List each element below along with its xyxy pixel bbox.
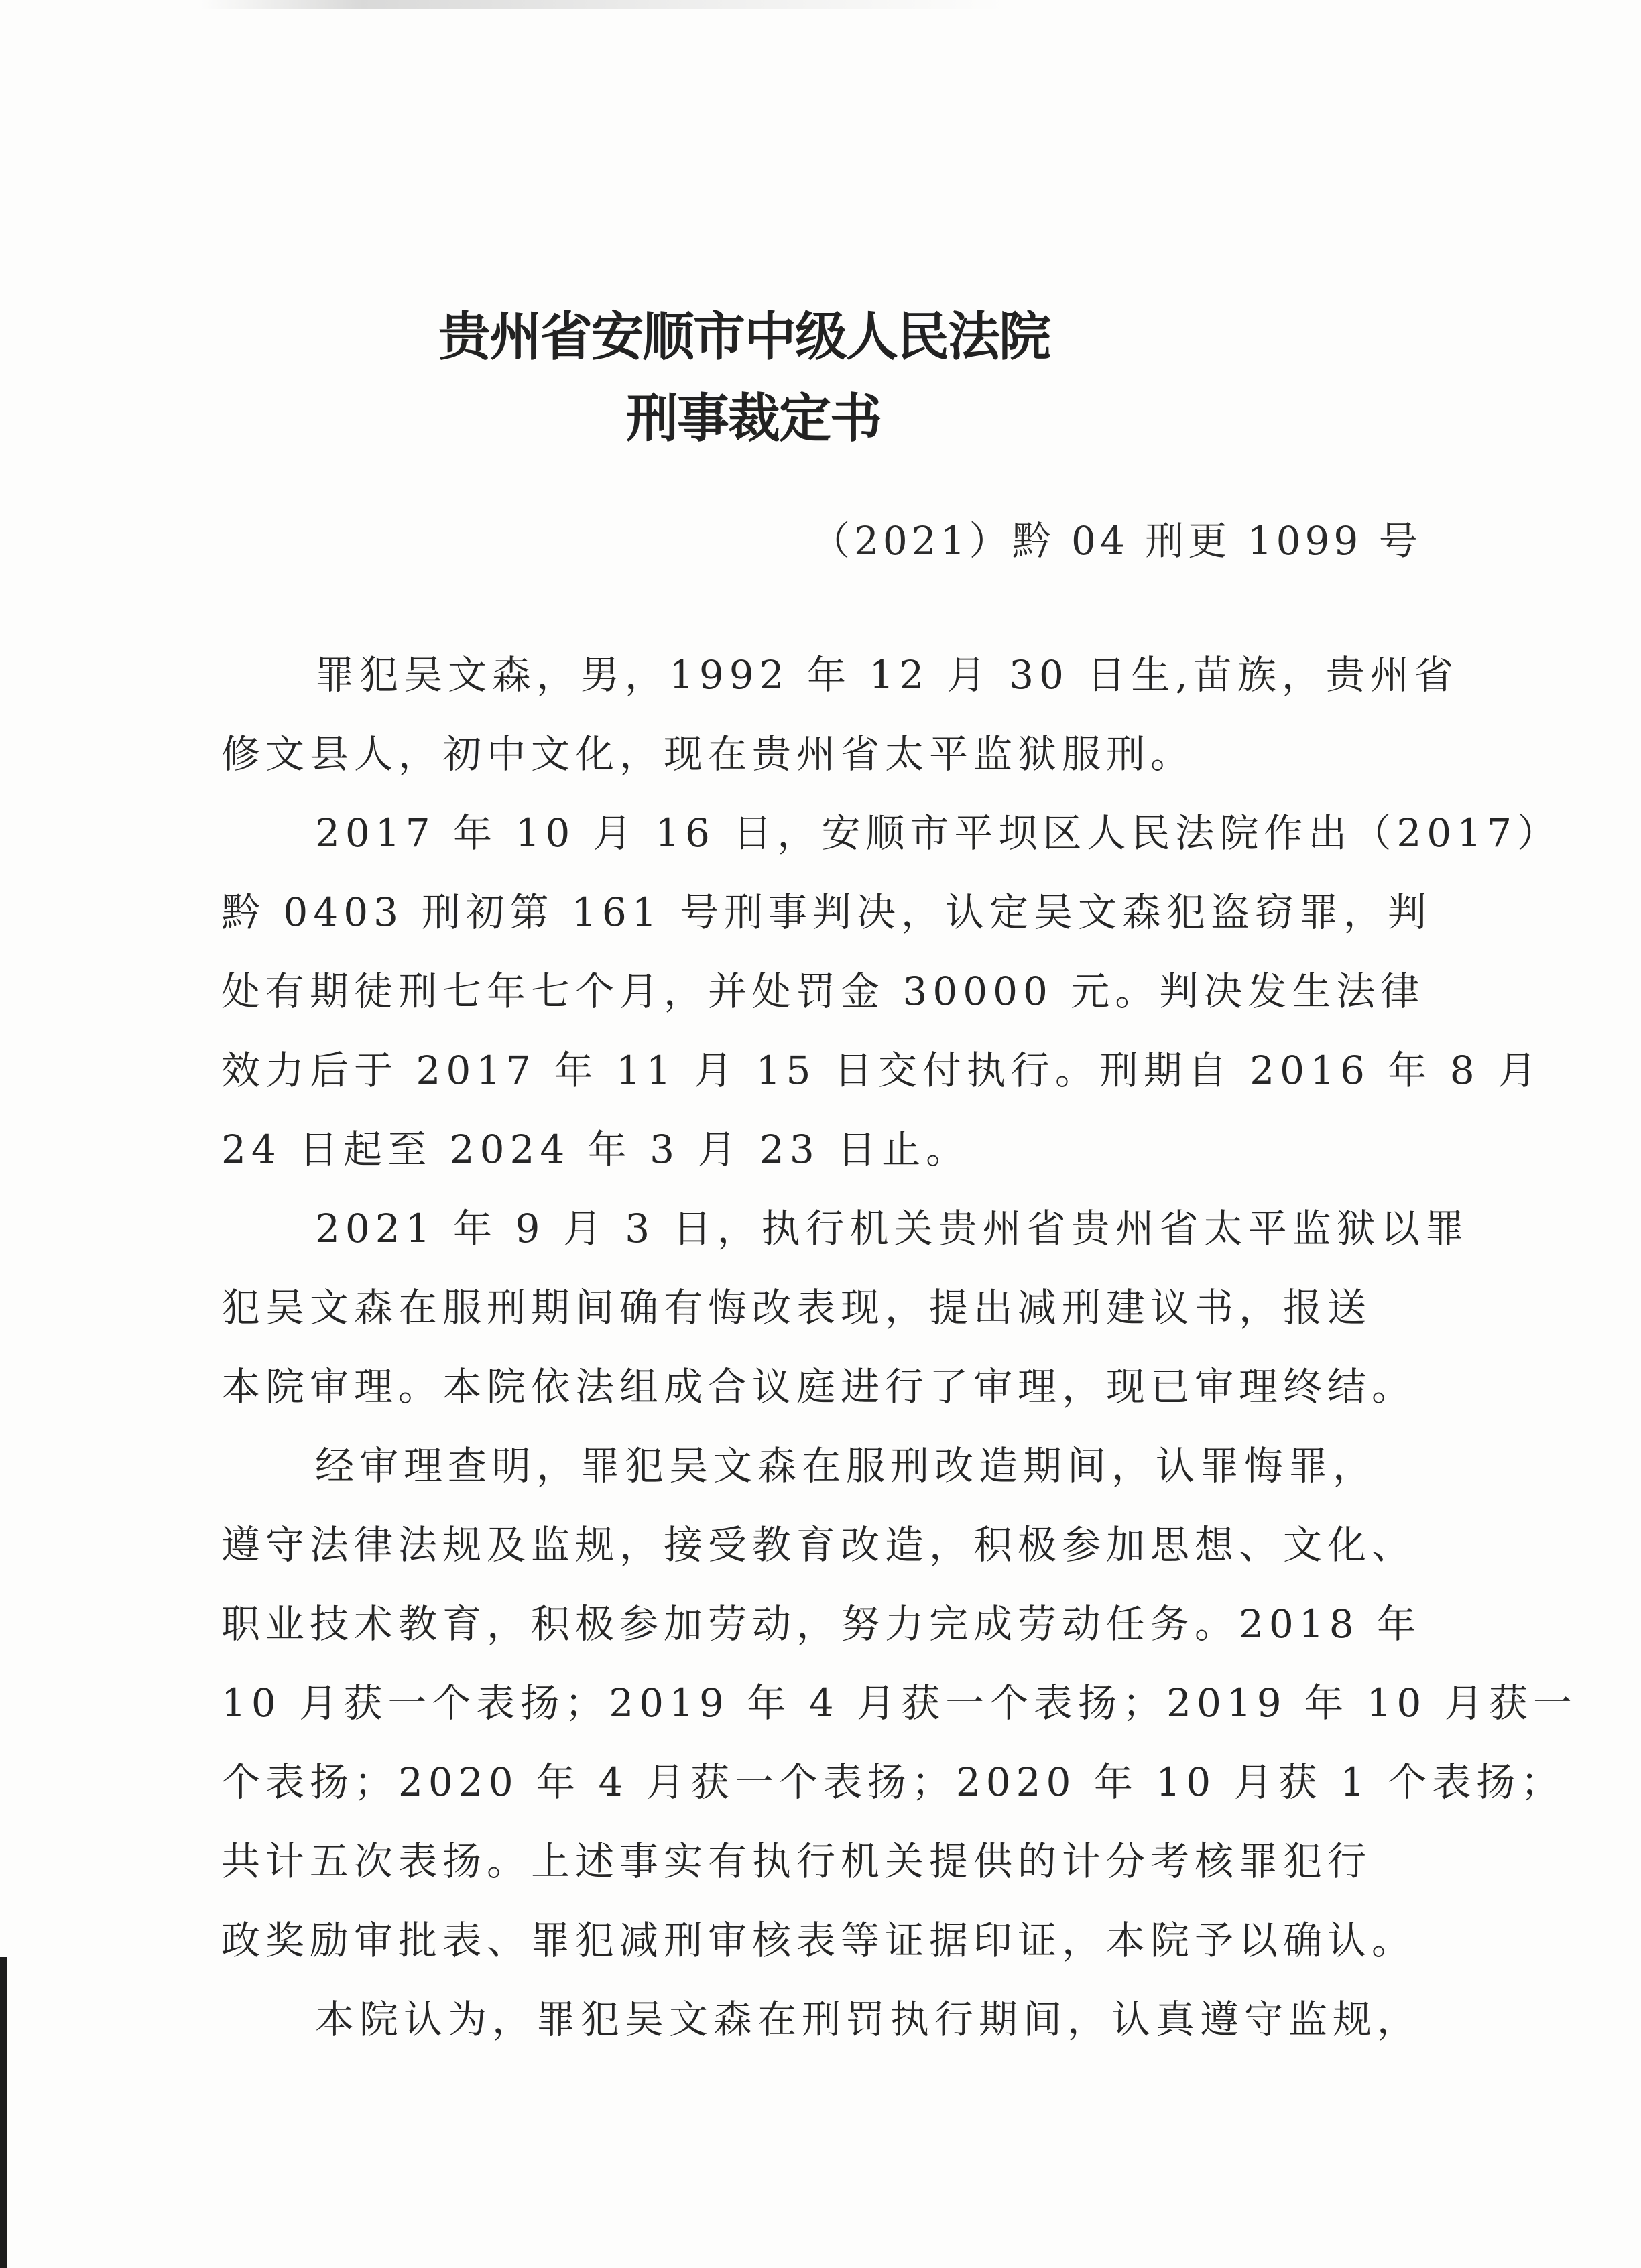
- document-type-heading: 刑事裁定书: [625, 388, 881, 449]
- body-line: 10 月获一个表扬；2019 年 4 月获一个表扬；2019 年 10 月获一: [221, 1680, 1577, 1726]
- document-number: （2021）黔 04 刑更 1099 号: [811, 518, 1422, 564]
- court-name-heading: 贵州省安顺市中级人民法院: [438, 306, 1050, 367]
- body-line: 24 日起至 2024 年 3 月 23 日止。: [221, 1127, 971, 1172]
- body-line: 2017 年 10 月 16 日，安顺市平坝区人民法院作出（2017）: [315, 810, 1562, 856]
- body-line: 职业技术教育，积极参加劳动，努力完成劳动任务。2018 年: [221, 1601, 1422, 1647]
- body-line: 共计五次表扬。上述事实有执行机关提供的计分考核罪犯行: [221, 1838, 1372, 1884]
- body-line: 本院认为，罪犯吴文森在刑罚执行期间，认真遵守监规，: [315, 1997, 1422, 2042]
- body-line: 黔 0403 刑初第 161 号刑事判决，认定吴文森犯盗窃罪，判: [221, 889, 1433, 935]
- body-line: 政奖励审批表、罪犯减刑审核表等证据印证，本院予以确认。: [221, 1917, 1416, 1963]
- body-line: 本院审理。本院依法组成合议庭进行了审理，现已审理终结。: [221, 1364, 1416, 1409]
- body-line: 2021 年 9 月 3 日，执行机关贵州省贵州省太平监狱以罪: [315, 1206, 1469, 1251]
- body-line: 效力后于 2017 年 11 月 15 日交付执行。刑期自 2016 年 8 月: [221, 1048, 1542, 1093]
- body-line: 处有期徒刑七年七个月，并处罚金 30000 元。判决发生法律: [221, 968, 1425, 1014]
- scan-artifact-top: [201, 0, 1006, 9]
- body-line: 罪犯吴文森，男，1992 年 12 月 30 日生,苗族，贵州省: [315, 652, 1459, 698]
- body-line: 遵守法律法规及监规，接受教育改造，积极参加思想、文化、: [221, 1522, 1416, 1568]
- body-line: 修文县人，初中文化，现在贵州省太平监狱服刑。: [221, 731, 1195, 777]
- scan-artifact-left-edge: [0, 1957, 7, 2268]
- body-line: 犯吴文森在服刑期间确有悔改表现，提出减刑建议书，报送: [221, 1285, 1372, 1330]
- body-line: 个表扬；2020 年 4 月获一个表扬；2020 年 10 月获 1 个表扬；: [221, 1759, 1565, 1805]
- body-line: 经审理查明，罪犯吴文森在服刑改造期间，认罪悔罪，: [315, 1443, 1378, 1489]
